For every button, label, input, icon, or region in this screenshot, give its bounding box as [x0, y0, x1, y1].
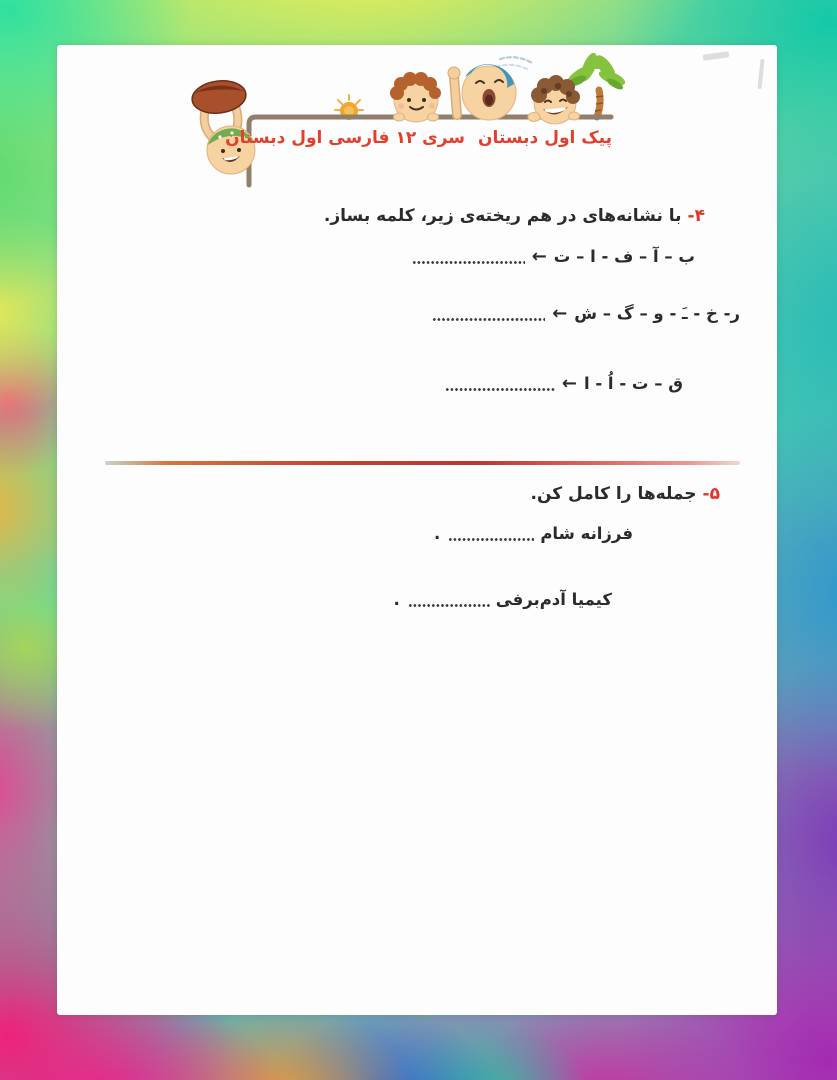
grinning-kid-icon [528, 75, 580, 124]
sentence-period: . [434, 524, 441, 543]
answer-blank [432, 310, 545, 322]
scrambled-letters: ق – ت - اُ - ا [583, 374, 683, 393]
series-title: سری ۱۲ فارسی اول دبستان [225, 128, 465, 148]
left-arrow-icon: ← [552, 303, 568, 324]
booklet-title: پیک اول دبستان [478, 128, 612, 148]
answer-blank [448, 530, 534, 542]
left-arrow-icon: ← [561, 373, 577, 394]
answer-blank [445, 380, 555, 392]
section-divider [105, 461, 740, 465]
sentence-start: فرزانه شام [540, 524, 633, 543]
worksheet-page [57, 45, 777, 1015]
sentence-start: کیمیا آدم‌برفی [495, 590, 612, 609]
question-4-item [445, 372, 683, 396]
answer-blank [408, 596, 490, 608]
scrambled-letters: ر- خ - ـَ - و – گ – ش [574, 304, 740, 323]
question-4-item [432, 302, 740, 326]
header-cartoon-illustration [182, 53, 632, 188]
sentence-period: . [393, 590, 400, 609]
question-5-item [434, 522, 633, 546]
answer-blank [412, 253, 525, 265]
pencil-smudge [703, 51, 730, 61]
question-5-text: جمله‌ها را کامل کن. [530, 484, 697, 504]
question-4-text: با نشانه‌های در هم ریخته‌ی زیر، کلمه بساز. [323, 206, 682, 226]
hanging-kid-icon [190, 78, 255, 174]
question-4-title [324, 205, 705, 227]
header-cartoon [182, 53, 632, 188]
pencil-smudge [757, 59, 764, 89]
question-5-number: ۵- [702, 484, 720, 504]
left-arrow-icon: ← [531, 246, 547, 267]
question-4-item [412, 245, 695, 269]
scrambled-letters: ب – آ – ف - ا – ت [553, 247, 695, 266]
question-5-title [530, 483, 720, 505]
question-5-item [393, 588, 612, 612]
question-4-number: ۴- [687, 206, 705, 226]
curly-hair-kid-icon [390, 72, 441, 122]
yawning-kid-icon [448, 57, 532, 120]
